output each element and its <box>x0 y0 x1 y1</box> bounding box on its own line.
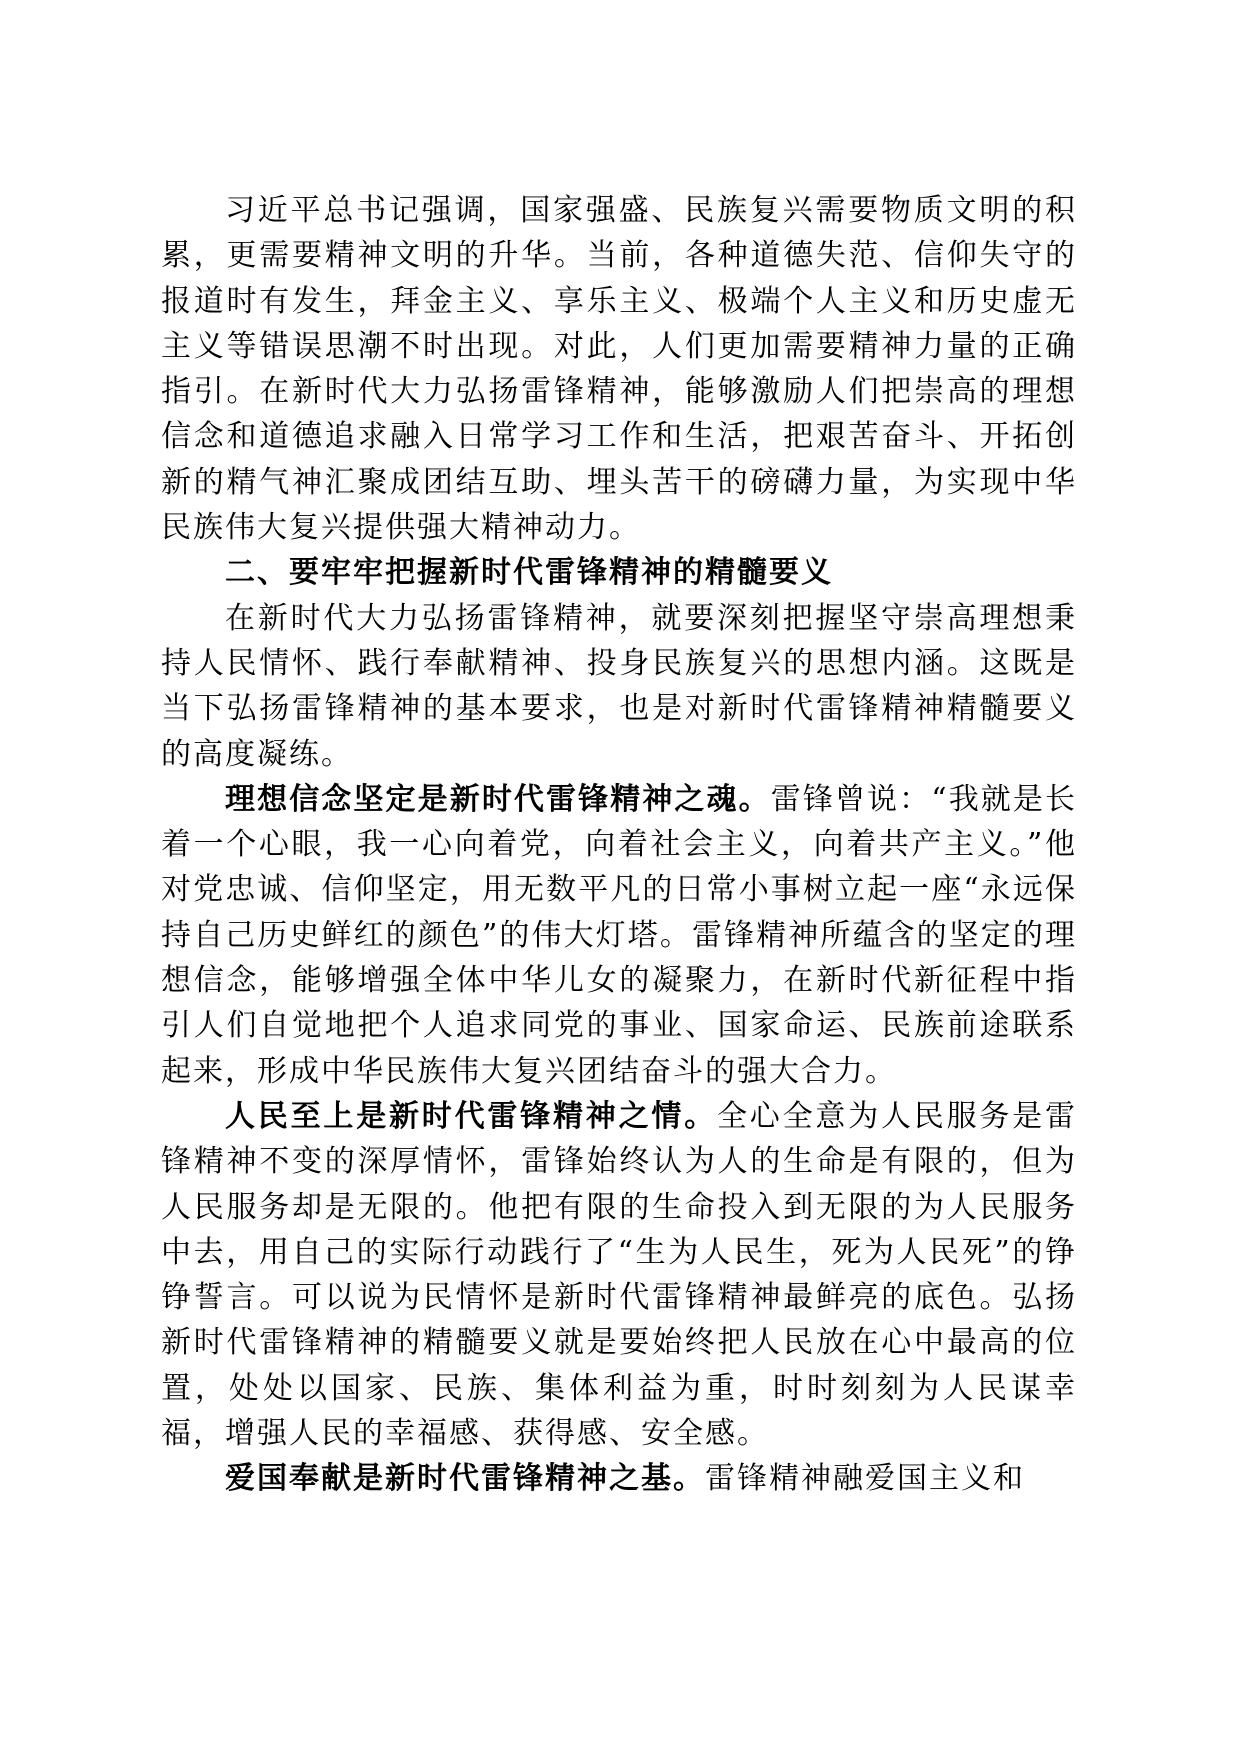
document-page <box>161 188 1077 1668</box>
body-paragraph <box>161 1094 1077 1456</box>
body-paragraph: 在新时代大力弘扬雷锋精神，就要深刻把握坚守崇高理想秉持人民情怀、践行奉献精神、投身民族复兴的思想内涵。这既是当下弘扬雷锋精神的基本要求，也是对新时代雷锋精神精髓要义的高度凝练。 <box>161 600 1077 772</box>
body-paragraph <box>161 777 1077 1094</box>
paragraph-text: 雷锋精神融爱国主义和 <box>705 1461 1025 1497</box>
paragraph-text: 雷锋曾说：“我就是长着一个心眼，我一心向着党，向着社会主义，向着共产主义。”他对党忠诚、信仰坚定，用无数平凡的日常小事树立起一座“永远保持自己历史鲜红的颜色”的伟大灯塔。雷锋精神所蕴含的坚定的理想信念，能够增强全体中华儿女的凝聚力，在新时代新征程中指引人们自觉地把个人追求同党的事业、国家命运、民族前途联系起来，形成中华民族伟大复兴团结奋斗的强大合力。 <box>161 781 1078 1089</box>
body-paragraph <box>161 1456 1077 1501</box>
body-paragraph: 习近平总书记强调，国家强盛、民族复兴需要物质文明的积累，更需要精神文明的升华。当前，各种道德失范、信仰失守的报道时有发生，拜金主义、享乐主义、极端个人主义和历史虚无主义等错误思潮不时出现。对此，人们更加需要精神力量的正确指引。在新时代大力弘扬雷锋精神，能够激励人们把崇高的理想信念和道德追求融入日常学习工作和生活，把艰苦奋斗、开拓创新的精气神汇聚成团结互助、埋头苦干的磅礴力量，为实现中华民族伟大复兴提供强大精神动力。 <box>161 193 1077 546</box>
paragraph-lead-heading: 爱国奉献是新时代雷锋精神之基。 <box>225 1461 705 1497</box>
paragraph-text: 全心全意为人民服务是雷锋精神不变的深厚情怀，雷锋始终认为人的生命是有限的，但为人民服务却是无限的。他把有限的生命投入到无限的为人民服务中去，用自己的实际行动践行了“生为人民生，死为人民死”的铮铮誓言。可以说为民情怀是新时代雷锋精神最鲜亮的底色。弘扬新时代雷锋精神的精髓要义就是要始终把人民放在心中最高的位置，处处以国家、民族、集体利益为重，时时刻刻为人民谋幸福，增强人民的幸福感、获得感、安全感。 <box>161 1098 1077 1452</box>
paragraph-lead-heading: 人民至上是新时代雷锋精神之情。 <box>225 1098 717 1134</box>
paragraph-lead-heading: 理想信念坚定是新时代雷锋精神之魂。 <box>225 781 771 817</box>
section-heading: 二、要牢牢把握新时代雷锋精神的精髓要义 <box>225 555 833 591</box>
